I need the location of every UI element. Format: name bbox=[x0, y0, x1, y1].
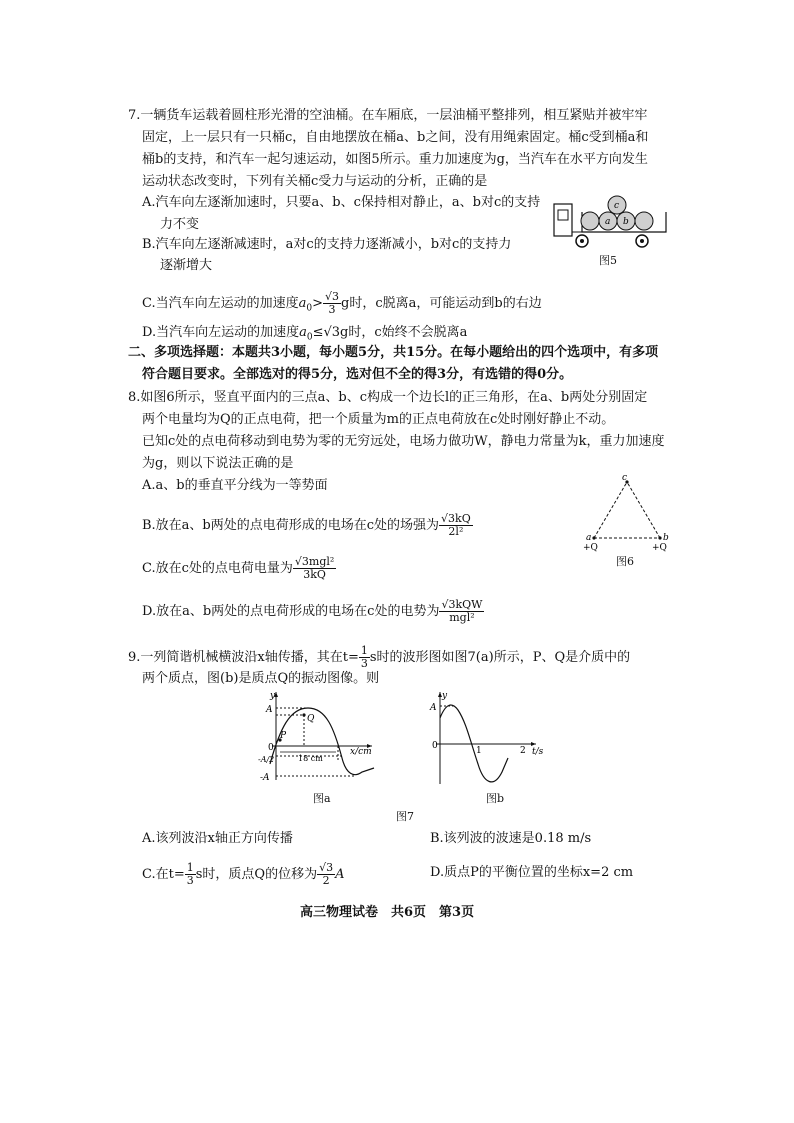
q7-option-c-suffix: g时，c脱离a，可能运动到b的右边 bbox=[341, 296, 542, 311]
q7-option-b-line1: B.汽车向左逐渐减速时，a对c的支持力逐渐减小，b对c的支持力 bbox=[142, 237, 512, 252]
q9-line-1-prefix: 9.一列简谐机械横波沿x轴传播，其在t= bbox=[128, 650, 359, 665]
q7-option-c-fraction bbox=[323, 291, 341, 316]
q8-option-d bbox=[142, 599, 484, 624]
figa-P-label: P bbox=[280, 731, 287, 741]
q9-line-1-den: 3 bbox=[360, 657, 368, 670]
figa-neg-A-label: -A bbox=[260, 773, 270, 783]
q7-option-c-num: √3 bbox=[325, 290, 340, 303]
q9-option-c-fraction-2 bbox=[317, 862, 335, 887]
barrel-b-label: b bbox=[623, 217, 629, 227]
figure-5-caption: 图5 bbox=[599, 254, 617, 267]
figure-5-truck bbox=[552, 190, 672, 258]
q7-option-d-sub: 0 bbox=[306, 332, 313, 343]
q7-option-c-sub: 0 bbox=[306, 303, 313, 314]
q9-line-1-fraction bbox=[359, 645, 370, 670]
q9-option-c-prefix: C.在t= bbox=[142, 867, 185, 882]
q9-line-1 bbox=[128, 645, 630, 670]
q8-option-b-num: √3kQ bbox=[441, 512, 471, 525]
page-footer: 高三物理试卷 共6页 第3页 bbox=[300, 905, 475, 920]
q7-option-c-a: a bbox=[298, 296, 307, 311]
q9-option-d: D.质点P的平衡位置的坐标x=2 cm bbox=[430, 865, 634, 880]
q8-option-d-fraction bbox=[439, 599, 484, 624]
vertex-c-label: c bbox=[622, 473, 628, 483]
q7-option-c bbox=[142, 291, 542, 318]
q8-line-4: 为g，则以下说法正确的是 bbox=[142, 456, 294, 471]
figure-7-caption: 图7 bbox=[396, 810, 414, 823]
figa-Q-label: Q bbox=[307, 714, 315, 724]
barrel-c-label: c bbox=[614, 201, 620, 211]
figb-A-label: A bbox=[430, 703, 437, 713]
charge-b-label: +Q bbox=[652, 543, 667, 552]
q9-line-1-num: 1 bbox=[360, 644, 368, 657]
q8-option-d-num: √3kQW bbox=[441, 598, 483, 611]
q7-line-4: 运动状态改变时，下列有关桶c受力与运动的分析，正确的是 bbox=[142, 174, 488, 189]
q8-option-d-prefix: D.放在a、b两处的点电荷形成的电场在c处的电势为 bbox=[142, 604, 440, 619]
q8-option-b-fraction bbox=[439, 513, 473, 538]
q7-option-d-suffix: ≤√3g时，c始终不会脱离a bbox=[312, 325, 468, 340]
q8-option-b bbox=[142, 513, 473, 538]
q7-line-1: 7.一辆货车运载着圆柱形光滑的空油桶。在车厢底，一层油桶平整排列，相互紧贴并被牢牢 bbox=[128, 108, 648, 123]
q7-line-3: 桶b的支持，和汽车一起匀速运动，如图5所示。重力加速度为g，当汽车在水平方向发生 bbox=[142, 152, 648, 167]
barrel-4 bbox=[635, 212, 653, 230]
q8-option-c-prefix: C.放在c处的点电荷电量为 bbox=[142, 561, 293, 576]
q9-option-c bbox=[142, 862, 344, 887]
q7-option-d-prefix: D.当汽车向左运动的加速度 bbox=[142, 325, 300, 340]
figb-t2-label: 2 bbox=[520, 746, 526, 756]
q8-line-2: 两个电量均为Q的正点电荷，把一个质量为m的正点电荷放在c处时刚好静止不动。 bbox=[142, 412, 615, 427]
q8-option-c bbox=[142, 556, 336, 581]
figure-7b-vibration-graph bbox=[424, 688, 544, 788]
q9-option-b: B.该列波的波速是0.18 m/s bbox=[430, 831, 592, 846]
q7-option-a-line1: A.汽车向左逐渐加速时，只要a、b、c保持相对静止，a、b对c的支持 bbox=[142, 195, 541, 210]
q8-option-b-den: 2l² bbox=[448, 525, 464, 538]
figa-distance-label: 18 cm bbox=[298, 754, 323, 763]
q7-option-c-op: > bbox=[312, 296, 324, 311]
barrel-a-label: a bbox=[605, 217, 611, 227]
q9-option-c-mid: s时，质点Q的位移为 bbox=[195, 867, 318, 882]
figure-7a-waveform bbox=[250, 688, 390, 788]
figb-t-label: t/s bbox=[532, 747, 544, 757]
q8-option-c-den: 3kQ bbox=[303, 568, 326, 581]
figa-y-label: y bbox=[270, 691, 276, 701]
figure-6-triangle bbox=[580, 472, 680, 552]
charge-a-label: +Q bbox=[583, 543, 598, 552]
truck-window bbox=[558, 210, 568, 220]
q9-option-c-num: 1 bbox=[186, 861, 194, 874]
q9-line-1-suffix: s时的波形图如图7(a)所示，P、Q是介质中的 bbox=[369, 650, 631, 665]
figa-x-label: x/cm bbox=[350, 747, 372, 757]
q8-option-c-fraction bbox=[293, 556, 336, 581]
q9-option-a: A.该列波沿x轴正方向传播 bbox=[142, 831, 293, 846]
q7-option-b-line2: 逐渐增大 bbox=[160, 258, 213, 273]
q8-option-a: A.a、b的垂直平分线为一等势面 bbox=[142, 478, 328, 493]
q8-option-c-num: √3mgl² bbox=[294, 555, 335, 568]
figa-zero-label: 0 bbox=[268, 743, 274, 753]
q9-option-c-fraction bbox=[185, 862, 196, 887]
section-2-line-2: 符合题目要求。全部选对的得5分，选对但不全的得3分，有选错的得0分。 bbox=[142, 367, 573, 382]
q9-line-2: 两个质点，图(b)是质点Q的振动图像。则 bbox=[142, 671, 380, 686]
q7-option-d-a: a bbox=[299, 325, 307, 340]
figb-t1-label: 1 bbox=[476, 746, 482, 756]
q8-line-1: 8.如图6所示，竖直平面内的三点a、b、c构成一个边长l的正三角形，在a、b两处分别固定 bbox=[128, 390, 648, 405]
q9-option-c-suffix: A bbox=[335, 867, 345, 882]
q7-line-2: 固定，上一层只有一只桶c，自由地摆放在桶a、b之间，没有用绳索固定。桶c受到桶a和 bbox=[142, 130, 649, 145]
q9-option-c-den-2: 2 bbox=[322, 874, 330, 887]
section-2-line-1: 二、多项选择题：本题共3小题，每小题5分，共15分。在每小题给出的四个选项中，有多项 bbox=[128, 345, 659, 360]
figb-y-label: y bbox=[442, 691, 448, 701]
q7-option-c-prefix: C.当汽车向左运动的加速度 bbox=[142, 296, 299, 311]
side-ac bbox=[594, 482, 627, 538]
figa-neg-half-A-label: -A/2 bbox=[258, 755, 275, 764]
figb-zero-label: 0 bbox=[432, 741, 438, 751]
figure-7b-caption: 图b bbox=[486, 792, 505, 805]
q8-line-3: 已知c处的点电荷移动到电势为零的无穷远处，电场力做功W，静电力常量为k，重力加速度 bbox=[142, 434, 665, 449]
vertex-a-label: a bbox=[586, 533, 592, 543]
side-bc bbox=[627, 482, 660, 538]
q7-option-c-den: 3 bbox=[328, 303, 336, 316]
q8-option-d-den: mgl² bbox=[449, 611, 475, 624]
vibration-curve bbox=[440, 705, 508, 782]
q7-option-a-line2: 力不变 bbox=[160, 217, 200, 232]
barrel-1 bbox=[581, 212, 599, 230]
vertex-b-label: b bbox=[663, 533, 669, 543]
figure-6-caption: 图6 bbox=[616, 555, 634, 568]
figa-A-label: A bbox=[266, 705, 273, 715]
wave-curve bbox=[270, 708, 374, 775]
q9-option-c-den: 3 bbox=[186, 874, 194, 887]
q8-option-b-prefix: B.放在a、b两处的点电荷形成的电场在c处的场强为 bbox=[142, 518, 440, 533]
q9-option-c-num-2: √3 bbox=[319, 861, 334, 874]
figure-7a-caption: 图a bbox=[313, 792, 331, 805]
